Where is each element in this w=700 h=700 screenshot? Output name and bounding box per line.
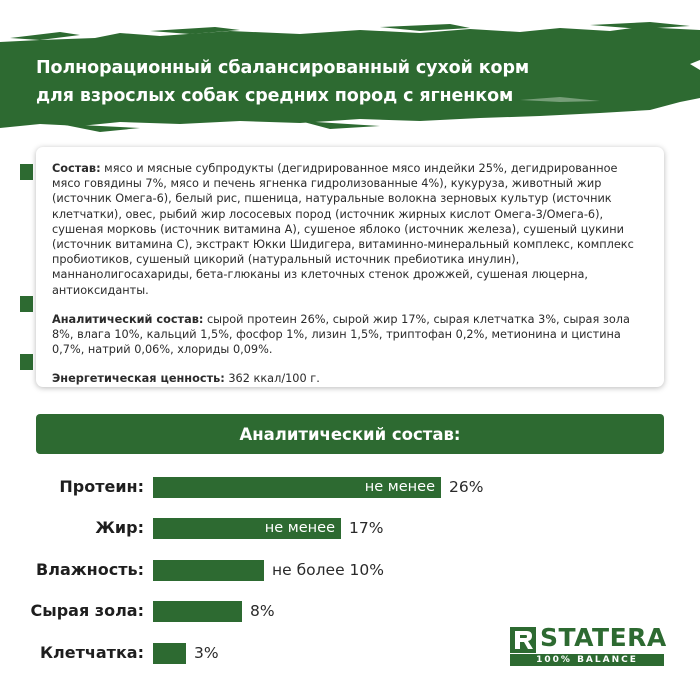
analytics-row-moisture (0, 558, 700, 582)
energy-text: 362 ккал/100 г. (224, 372, 320, 386)
row-bar (153, 560, 264, 581)
analytics-header (36, 414, 664, 454)
row-qualifier: не менее (364, 479, 435, 495)
analytics-row-ash (0, 599, 700, 623)
ingredients-paragraph (52, 161, 648, 298)
section-marker (20, 164, 33, 180)
ingredients-label: Состав: (52, 162, 101, 175)
analytical-label: Аналитический состав: (52, 312, 204, 326)
row-label: Жир: (95, 518, 144, 537)
energy-label: Энергетическая ценность: (52, 372, 225, 386)
row-qualifier: не менее (264, 520, 335, 536)
analytics-row-fat (0, 516, 700, 540)
product-title-line1: Полнорационный сбалансированный сухой корм (36, 58, 530, 78)
row-value: 8% (250, 602, 275, 620)
ingredients-text: мясо и мясные субпродукты (дегидрированное мясо индейки 25%, дегидрированное мясо говядины 7%, мясо и печень ягненка гидролизованные 4%), кукуруза, животный жир (источник Омега-6), белый рис, пшеница, натуральные волокна зерновых культур (источник клетчатки), овес, рыбий жир лососевых пород (источник жирных кислот Омега-3/Омега-6), сушеная морковь (источник витамина А), сушеное яблоко (источник железа), сушеный цукини (источник витамина С), экстракт Юкки Шидигера, витаминно-минеральный комплекс, комплекс пробиотиков, сушеный цикорий (натуральный источник пребиотика инулин), маннанолигосахариды, бета-глюканы из клеточных стенок дрожжей, сушеная люцерна, антиоксиданты. (52, 162, 634, 297)
energy-paragraph (52, 371, 648, 386)
product-title (36, 54, 636, 110)
row-value: 17% (349, 519, 384, 537)
logo-tagline: 100% BALANCE (510, 654, 664, 666)
row-label: Сырая зола: (30, 601, 144, 620)
analytical-paragraph (52, 312, 648, 358)
section-marker (20, 354, 33, 370)
section-marker (20, 296, 33, 312)
header-banner (0, 0, 700, 150)
row-bar (153, 601, 242, 622)
row-value: 26% (449, 478, 484, 496)
statera-logo (510, 623, 667, 667)
row-value: 3% (194, 644, 219, 662)
row-bar (153, 643, 186, 664)
logo-wordmark: STATERA (540, 623, 667, 652)
row-label: Влажность: (36, 560, 144, 579)
row-bar (153, 477, 441, 498)
analytics-row-protein (0, 475, 700, 499)
composition-card (36, 147, 664, 387)
row-bar (153, 518, 341, 539)
row-value: не более 10% (272, 561, 384, 579)
row-label: Протеин: (59, 477, 144, 496)
product-title-line2: для взрослых собак средних пород с ягненком (36, 86, 514, 106)
stylized-r-icon (510, 627, 536, 653)
analytical-text: сырой протеин 26%, сырой жир 17%, сырая клетчатка 3%, сырая зола 8%, влага 10%, кальций 1,5%, фосфор 1%, лизин 1,5%, триптофан 0,2%, метионина и цистина 0,7%, натрий 0,06%, хлориды 0,09%. (52, 312, 630, 357)
analytics-title: Аналитический состав: (239, 424, 461, 444)
row-label: Клетчатка: (39, 643, 144, 662)
